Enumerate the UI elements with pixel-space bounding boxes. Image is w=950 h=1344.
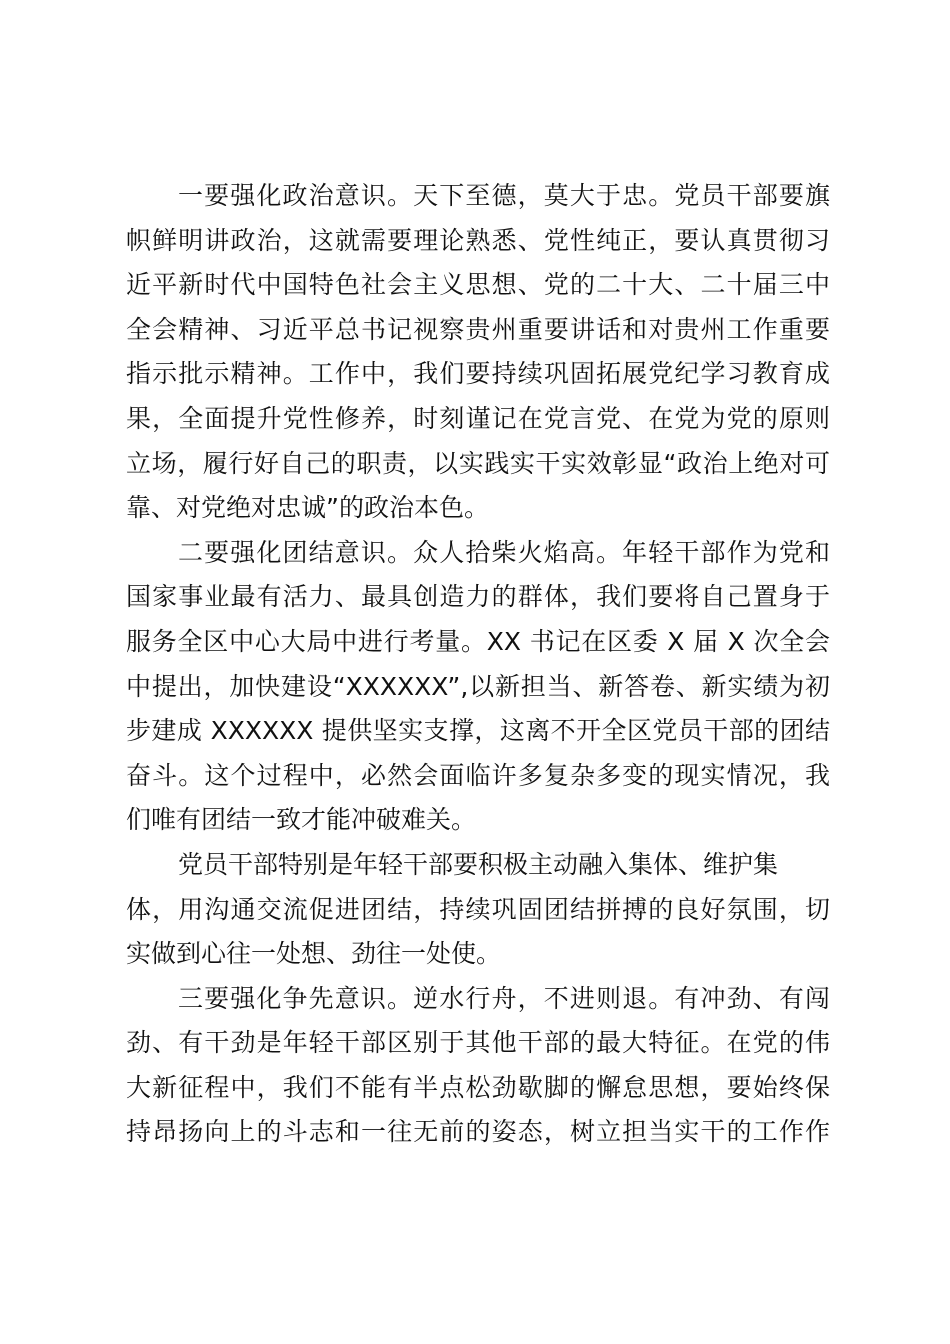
text-line: 们唯有团结一致才能冲破难关。: [126, 805, 477, 835]
text-line: 持昂扬向上的斗志和一往无前的姿态，树立担当实干的工作作: [126, 1117, 830, 1147]
text-line: 帜鲜明讲政治，这就需要理论熟悉、党性纯正，要认真贯彻习: [126, 225, 830, 255]
text-line: 三要强化争先意识。逆水行舟，不进则退。有冲劲、有闯: [178, 983, 830, 1013]
text-line: 指示批示精神。工作中，我们要持续巩固拓展党纪学习教育成: [126, 359, 830, 389]
text-line: 中提出，加快建设“XXXXXX”,以新担当、新答卷、新实绩为初: [126, 671, 830, 701]
text-line: 立场，履行好自己的职责，以实践实干实效彰显“政治上绝对可: [126, 448, 830, 478]
text-line: 一要强化政治意识。天下至德，莫大于忠。党员干部要旗: [178, 181, 830, 210]
text-line: 近平新时代中国特色社会主义思想、党的二十大、二十届三中: [126, 270, 830, 300]
text-line: 二要强化团结意识。众人拾柴火焰高。年轻干部作为党和: [178, 537, 830, 567]
text-line: 国家事业最有活力、最具创造力的群体，我们要将自己置身于: [126, 582, 830, 612]
text-line: 全会精神、习近平总书记视察贵州重要讲话和对贵州工作重要: [126, 314, 830, 344]
paragraph-competitive-awareness: [126, 977, 830, 1155]
text-line: 党员干部特别是年轻干部要积极主动融入集体、维护集: [178, 849, 779, 879]
paragraph-unity-practice: [126, 843, 830, 977]
text-line: 大新征程中，我们不能有半点松劲歇脚的懈怠思想，要始终保: [126, 1072, 830, 1102]
text-line: 体，用沟通交流促进团结，持续巩固团结拼搏的良好氛围，切: [126, 894, 830, 924]
text-line: 劲、有干劲是年轻干部区别于其他干部的最大特征。在党的伟: [126, 1028, 830, 1058]
text-line: 服务全区中心大局中进行考量。XX 书记在区委 X 届 X 次全会: [126, 626, 830, 656]
text-line: 奋斗。这个过程中，必然会面临许多复杂多变的现实情况，我: [126, 760, 830, 790]
text-line: 果，全面提升党性修养，时刻谨记在党言党、在党为党的原则: [126, 403, 830, 433]
paragraph-political-awareness: [126, 174, 830, 531]
text-line: 步建成 XXXXXX 提供坚实支撑，这离不开全区党员干部的团结: [126, 716, 830, 746]
paragraph-unity-awareness: [126, 531, 830, 843]
document-body: [126, 174, 830, 1155]
text-line: 实做到心往一处想、劲往一处使。: [126, 939, 502, 969]
text-line: 靠、对党绝对忠诚”的政治本色。: [126, 493, 489, 523]
